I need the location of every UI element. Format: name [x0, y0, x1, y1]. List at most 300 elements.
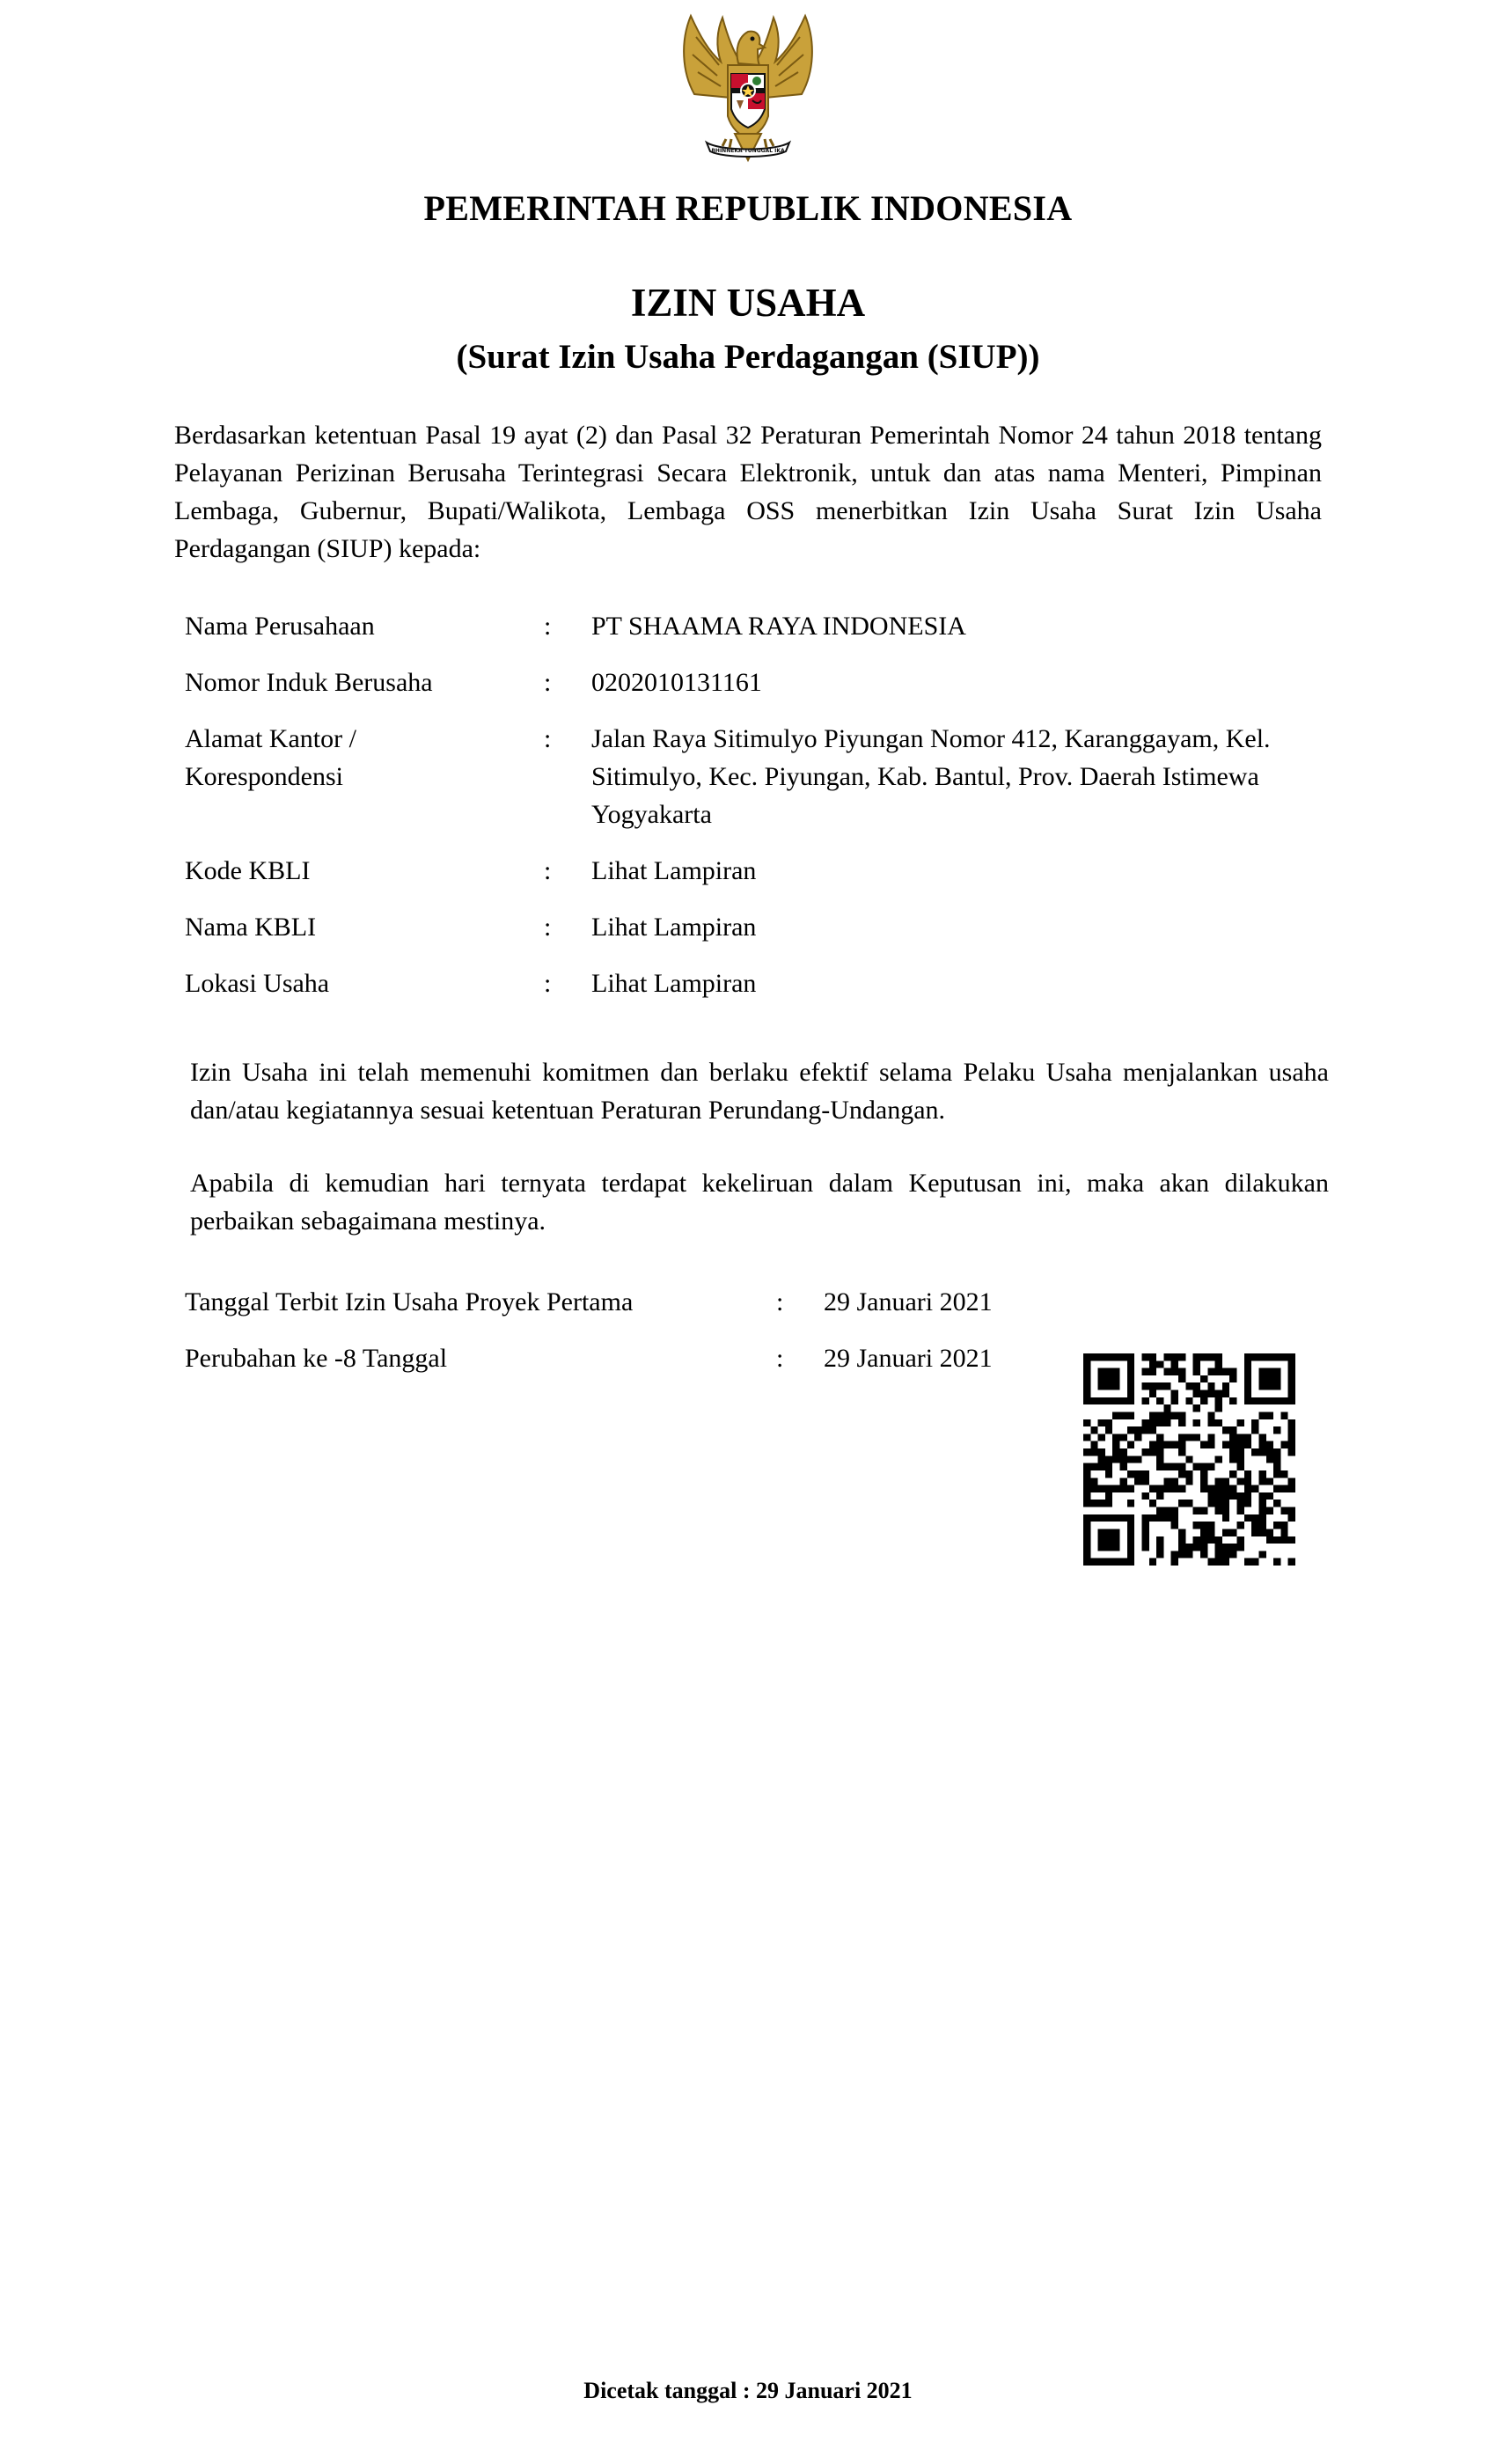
- first-issue-date-row: [185, 1283, 1065, 1321]
- qr-module: [1127, 1426, 1134, 1434]
- qr-module: [1098, 1500, 1105, 1507]
- qr-module: [1200, 1375, 1207, 1382]
- qr-module: [1105, 1529, 1112, 1536]
- qr-module: [1237, 1463, 1244, 1470]
- qr-module: [1178, 1463, 1185, 1470]
- qr-module: [1098, 1558, 1105, 1566]
- qr-module: [1222, 1390, 1229, 1397]
- qr-module: [1171, 1390, 1178, 1397]
- qr-module: [1149, 1514, 1156, 1522]
- qr-module: [1193, 1463, 1200, 1470]
- qr-module: [1112, 1412, 1119, 1419]
- qr-module: [1083, 1478, 1090, 1485]
- qr-module: [1229, 1375, 1236, 1382]
- qr-module: [1258, 1353, 1265, 1360]
- qr-module: [1193, 1419, 1200, 1426]
- document-title: IZIN USAHA: [630, 281, 866, 325]
- qr-module: [1171, 1507, 1178, 1514]
- qr-module: [1215, 1485, 1222, 1492]
- qr-module: [1266, 1441, 1273, 1448]
- qr-module: [1171, 1412, 1178, 1419]
- qr-module: [1105, 1492, 1112, 1500]
- qr-module: [1280, 1397, 1287, 1404]
- qr-module: [1258, 1470, 1265, 1478]
- qr-module: [1207, 1500, 1214, 1507]
- qr-module: [1098, 1536, 1105, 1544]
- qr-module: [1258, 1412, 1265, 1419]
- qr-module: [1083, 1353, 1090, 1360]
- qr-module: [1127, 1470, 1134, 1478]
- qr-module: [1193, 1360, 1200, 1368]
- qr-module: [1163, 1485, 1170, 1492]
- qr-module: [1171, 1463, 1178, 1470]
- issue-dates: [185, 1283, 1065, 1396]
- qr-module: [1207, 1368, 1214, 1375]
- qr-module: [1112, 1456, 1119, 1463]
- qr-module: [1127, 1390, 1134, 1397]
- qr-module: [1244, 1360, 1251, 1368]
- qr-module: [1083, 1463, 1090, 1470]
- qr-module: [1200, 1397, 1207, 1404]
- field-value: PT SHAAMA RAYA INDONESIA: [591, 612, 966, 641]
- qr-module: [1141, 1426, 1148, 1434]
- qr-module: [1258, 1529, 1265, 1536]
- date-label: Perubahan ke -8 Tanggal: [185, 1344, 448, 1373]
- qr-module: [1105, 1558, 1112, 1566]
- qr-module: [1273, 1470, 1280, 1478]
- qr-module: [1156, 1536, 1163, 1544]
- qr-module: [1207, 1353, 1214, 1360]
- qr-module: [1120, 1353, 1127, 1360]
- qr-module: [1083, 1485, 1090, 1492]
- qr-module: [1090, 1478, 1097, 1485]
- qr-module: [1215, 1353, 1222, 1360]
- qr-module: [1207, 1390, 1214, 1397]
- qr-module: [1273, 1448, 1280, 1456]
- qr-module: [1171, 1514, 1178, 1522]
- qr-module: [1163, 1368, 1170, 1375]
- qr-module: [1288, 1478, 1295, 1485]
- qr-module: [1178, 1441, 1185, 1448]
- qr-module: [1120, 1456, 1127, 1463]
- field-company-name: [185, 607, 1329, 645]
- qr-module: [1215, 1536, 1222, 1544]
- qr-module: [1185, 1551, 1192, 1558]
- qr-module: [1156, 1544, 1163, 1551]
- qr-module: [1083, 1375, 1090, 1382]
- qr-module: [1083, 1448, 1090, 1456]
- qr-module: [1222, 1441, 1229, 1448]
- qr-module: [1141, 1353, 1148, 1360]
- field-separator: :: [544, 969, 552, 998]
- qr-module: [1090, 1397, 1097, 1404]
- qr-module: [1237, 1492, 1244, 1500]
- qr-module: [1149, 1485, 1156, 1492]
- qr-module: [1244, 1500, 1251, 1507]
- qr-module: [1193, 1536, 1200, 1544]
- qr-module: [1178, 1419, 1185, 1426]
- qr-module: [1215, 1478, 1222, 1485]
- qr-module: [1266, 1368, 1273, 1375]
- field-label: Nomor Induk Berusaha: [185, 668, 433, 697]
- qr-module: [1171, 1397, 1178, 1404]
- qr-module: [1149, 1360, 1156, 1368]
- qr-module: [1244, 1434, 1251, 1441]
- qr-module: [1266, 1448, 1273, 1456]
- qr-module: [1266, 1397, 1273, 1404]
- qr-module: [1266, 1529, 1273, 1536]
- qr-module: [1244, 1390, 1251, 1397]
- qr-module: [1105, 1500, 1112, 1507]
- qr-module: [1149, 1412, 1156, 1419]
- qr-module: [1258, 1492, 1265, 1500]
- qr-module: [1178, 1529, 1185, 1536]
- qr-module: [1207, 1434, 1214, 1441]
- qr-module: [1163, 1514, 1170, 1522]
- qr-module: [1273, 1382, 1280, 1390]
- qr-module: [1178, 1412, 1185, 1419]
- qr-module: [1120, 1558, 1127, 1566]
- qr-module: [1215, 1544, 1222, 1551]
- qr-module: [1229, 1434, 1236, 1441]
- qr-module: [1105, 1397, 1112, 1404]
- qr-module: [1112, 1441, 1119, 1448]
- qr-module: [1229, 1492, 1236, 1500]
- qr-module: [1083, 1529, 1090, 1536]
- qr-module: [1141, 1448, 1148, 1456]
- qr-module: [1127, 1536, 1134, 1544]
- qr-module: [1083, 1536, 1090, 1544]
- intro-paragraph: Berdasarkan ketentuan Pasal 19 ayat (2) dan Pasal 32 Peraturan Pemerintah Nomor 24 tahun 2018 tentang Pelayanan Perizinan Berusaha Terintegrasi Secara Elektronik, untuk dan atas nama Menteri, Pimpinan Lembaga, Gubernur, Bupati/Walikota, Lembaga OSS menerbitkan Izin Usaha Surat Izin Usaha Perdagangan (SIUP) kepada:: [174, 421, 1322, 563]
- qr-module: [1237, 1441, 1244, 1448]
- qr-module: [1258, 1448, 1265, 1456]
- field-value: Lihat Lampiran: [591, 969, 757, 998]
- qr-module: [1266, 1536, 1273, 1544]
- qr-module: [1083, 1492, 1090, 1500]
- field-value: Lihat Lampiran: [591, 856, 757, 885]
- qr-module: [1280, 1441, 1287, 1448]
- qr-module: [1083, 1500, 1090, 1507]
- qr-module: [1149, 1368, 1156, 1375]
- field-separator: :: [544, 612, 552, 641]
- qr-module: [1280, 1485, 1287, 1492]
- field-label: Kode KBLI: [185, 856, 311, 885]
- qr-module: [1083, 1397, 1090, 1404]
- qr-module: [1127, 1551, 1134, 1558]
- qr-module: [1178, 1353, 1185, 1360]
- qr-module: [1215, 1419, 1222, 1426]
- qr-module: [1200, 1536, 1207, 1544]
- qr-module: [1244, 1375, 1251, 1382]
- qr-module: [1251, 1448, 1258, 1456]
- qr-module: [1149, 1382, 1156, 1390]
- field-business-id: [185, 664, 1329, 701]
- field-kbli-name: [185, 908, 1329, 946]
- qr-module: [1105, 1353, 1112, 1360]
- qr-module: [1288, 1353, 1295, 1360]
- qr-module: [1178, 1500, 1185, 1507]
- qr-module: [1141, 1536, 1148, 1544]
- qr-module: [1120, 1448, 1127, 1456]
- qr-module: [1207, 1463, 1214, 1470]
- qr-module: [1193, 1368, 1200, 1375]
- qr-module: [1156, 1419, 1163, 1426]
- qr-module: [1273, 1522, 1280, 1529]
- qr-module: [1156, 1448, 1163, 1456]
- qr-module: [1127, 1360, 1134, 1368]
- qr-module: [1266, 1507, 1273, 1514]
- qr-module: [1083, 1558, 1090, 1566]
- qr-module: [1193, 1507, 1200, 1514]
- qr-module: [1141, 1397, 1148, 1404]
- qr-module: [1251, 1485, 1258, 1492]
- qr-module: [1280, 1470, 1287, 1478]
- qr-module: [1273, 1558, 1280, 1566]
- qr-module: [1200, 1470, 1207, 1478]
- qr-module: [1207, 1382, 1214, 1390]
- qr-module: [1156, 1492, 1163, 1500]
- qr-module: [1141, 1522, 1148, 1529]
- qr-module: [1288, 1426, 1295, 1434]
- qr-module: [1134, 1456, 1141, 1463]
- qr-module: [1207, 1529, 1214, 1536]
- qr-module: [1083, 1368, 1090, 1375]
- qr-module: [1178, 1375, 1185, 1382]
- qr-module: [1273, 1536, 1280, 1544]
- qr-module: [1251, 1353, 1258, 1360]
- government-title: PEMERINTAH REPUBLIK INDONESIA: [423, 188, 1073, 228]
- qr-module: [1141, 1470, 1148, 1478]
- qr-module: [1288, 1507, 1295, 1514]
- qr-module: [1171, 1558, 1178, 1566]
- qr-module: [1258, 1382, 1265, 1390]
- qr-module: [1127, 1544, 1134, 1551]
- qr-module: [1280, 1353, 1287, 1360]
- qr-module: [1229, 1529, 1236, 1536]
- qr-module: [1171, 1360, 1178, 1368]
- qr-module: [1266, 1478, 1273, 1485]
- qr-code-icon: [1083, 1353, 1295, 1566]
- qr-module: [1200, 1551, 1207, 1558]
- qr-module: [1266, 1412, 1273, 1419]
- qr-module: [1112, 1397, 1119, 1404]
- qr-module: [1134, 1434, 1141, 1441]
- qr-module: [1105, 1536, 1112, 1544]
- qr-module: [1112, 1529, 1119, 1536]
- qr-module: [1098, 1529, 1105, 1536]
- qr-module: [1083, 1434, 1090, 1441]
- qr-module: [1200, 1529, 1207, 1536]
- qr-module: [1112, 1448, 1119, 1456]
- qr-module: [1127, 1500, 1134, 1507]
- qr-module: [1178, 1470, 1185, 1478]
- qr-module: [1207, 1558, 1214, 1566]
- qr-module: [1141, 1544, 1148, 1551]
- qr-module: [1244, 1368, 1251, 1375]
- qr-module: [1163, 1382, 1170, 1390]
- qr-module: [1244, 1353, 1251, 1360]
- qr-module: [1105, 1419, 1112, 1426]
- qr-module: [1215, 1360, 1222, 1368]
- qr-module: [1141, 1492, 1148, 1500]
- qr-module: [1258, 1441, 1265, 1448]
- qr-module: [1273, 1485, 1280, 1492]
- qr-module: [1215, 1500, 1222, 1507]
- qr-module: [1273, 1353, 1280, 1360]
- qr-module: [1127, 1368, 1134, 1375]
- print-date-footer: Dicetak tanggal : 29 Januari 2021: [583, 2378, 913, 2403]
- qr-module: [1112, 1434, 1119, 1441]
- qr-module: [1207, 1485, 1214, 1492]
- qr-module: [1237, 1434, 1244, 1441]
- qr-module: [1273, 1368, 1280, 1375]
- qr-module: [1149, 1441, 1156, 1448]
- qr-module: [1200, 1463, 1207, 1470]
- qr-module: [1193, 1522, 1200, 1529]
- qr-module: [1237, 1544, 1244, 1551]
- qr-module: [1244, 1514, 1251, 1522]
- qr-module: [1193, 1434, 1200, 1441]
- qr-module: [1222, 1558, 1229, 1566]
- qr-module: [1244, 1478, 1251, 1485]
- field-kbli-code: [185, 852, 1329, 890]
- qr-module: [1229, 1368, 1236, 1375]
- qr-module: [1193, 1382, 1200, 1390]
- qr-module: [1200, 1353, 1207, 1360]
- qr-module: [1090, 1500, 1097, 1507]
- qr-module: [1237, 1500, 1244, 1507]
- qr-module: [1120, 1412, 1127, 1419]
- qr-module: [1185, 1434, 1192, 1441]
- qr-module: [1105, 1544, 1112, 1551]
- qr-module: [1083, 1470, 1090, 1478]
- qr-module: [1258, 1507, 1265, 1514]
- qr-module: [1156, 1397, 1163, 1404]
- qr-module: [1229, 1456, 1236, 1463]
- qr-module: [1149, 1419, 1156, 1426]
- qr-module: [1185, 1544, 1192, 1551]
- qr-module: [1222, 1507, 1229, 1514]
- qr-module: [1193, 1544, 1200, 1551]
- qr-module: [1237, 1507, 1244, 1514]
- qr-module: [1083, 1419, 1090, 1426]
- qr-module: [1141, 1478, 1148, 1485]
- qr-module: [1251, 1397, 1258, 1404]
- qr-module: [1098, 1456, 1105, 1463]
- qr-module: [1222, 1492, 1229, 1500]
- qr-module: [1288, 1558, 1295, 1566]
- qr-module: [1193, 1390, 1200, 1397]
- qr-module: [1215, 1492, 1222, 1500]
- qr-module: [1200, 1390, 1207, 1397]
- qr-module: [1163, 1463, 1170, 1470]
- qr-module: [1200, 1544, 1207, 1551]
- qr-module: [1207, 1441, 1214, 1448]
- qr-module: [1251, 1522, 1258, 1529]
- qr-module: [1090, 1485, 1097, 1492]
- qr-module: [1229, 1441, 1236, 1448]
- qr-module: [1163, 1412, 1170, 1419]
- qr-module: [1127, 1382, 1134, 1390]
- qr-module: [1222, 1485, 1229, 1492]
- qr-module: [1207, 1536, 1214, 1544]
- qr-module: [1105, 1368, 1112, 1375]
- qr-module: [1237, 1419, 1244, 1426]
- qr-module: [1127, 1412, 1134, 1419]
- qr-module: [1178, 1485, 1185, 1492]
- qr-module: [1156, 1434, 1163, 1441]
- qr-module: [1280, 1522, 1287, 1529]
- qr-module: [1288, 1375, 1295, 1382]
- qr-module: [1105, 1470, 1112, 1478]
- qr-module: [1163, 1353, 1170, 1360]
- qr-module: [1156, 1485, 1163, 1492]
- qr-module: [1258, 1500, 1265, 1507]
- qr-module: [1156, 1514, 1163, 1522]
- qr-module: [1083, 1544, 1090, 1551]
- qr-module: [1237, 1522, 1244, 1529]
- qr-module: [1090, 1441, 1097, 1448]
- qr-module: [1207, 1522, 1214, 1529]
- qr-module: [1105, 1514, 1112, 1522]
- qr-module: [1127, 1485, 1134, 1492]
- qr-module: [1215, 1390, 1222, 1397]
- qr-module: [1266, 1353, 1273, 1360]
- qr-module: [1105, 1375, 1112, 1382]
- qr-module: [1215, 1551, 1222, 1558]
- qr-module: [1112, 1514, 1119, 1522]
- qr-module: [1266, 1375, 1273, 1382]
- garuda-emblem-icon: [677, 11, 819, 169]
- qr-module: [1163, 1507, 1170, 1514]
- qr-module: [1178, 1544, 1185, 1551]
- qr-module: [1200, 1485, 1207, 1492]
- qr-module: [1237, 1536, 1244, 1544]
- qr-module: [1156, 1441, 1163, 1448]
- qr-module: [1098, 1434, 1105, 1441]
- qr-module: [1090, 1448, 1097, 1456]
- qr-module: [1163, 1478, 1170, 1485]
- qr-module: [1229, 1551, 1236, 1558]
- qr-module: [1258, 1375, 1265, 1382]
- qr-module: [1185, 1382, 1192, 1390]
- field-value: 0202010131161: [591, 668, 762, 697]
- qr-module: [1149, 1558, 1156, 1566]
- qr-module: [1244, 1558, 1251, 1566]
- qr-module: [1163, 1404, 1170, 1412]
- qr-module: [1127, 1353, 1134, 1360]
- qr-module: [1258, 1397, 1265, 1404]
- qr-module: [1120, 1434, 1127, 1441]
- field-separator: :: [544, 913, 552, 942]
- qr-module: [1288, 1419, 1295, 1426]
- validity-paragraph: Izin Usaha ini telah memenuhi komitmen dan berlaku efektif selama Pelaku Usaha menjalankan usaha dan/atau kegiatannya sesuai ketentuan Peraturan Perundang-Undangan.: [190, 1058, 1329, 1125]
- qr-module: [1266, 1456, 1273, 1463]
- qr-module: [1185, 1456, 1192, 1463]
- qr-module: [1098, 1514, 1105, 1522]
- field-label: Nama Perusahaan: [185, 612, 375, 641]
- qr-module: [1112, 1375, 1119, 1382]
- qr-module: [1090, 1353, 1097, 1360]
- qr-module: [1258, 1514, 1265, 1522]
- qr-module: [1288, 1390, 1295, 1397]
- qr-module: [1120, 1397, 1127, 1404]
- qr-module: [1105, 1426, 1112, 1434]
- qr-module: [1112, 1544, 1119, 1551]
- qr-module: [1127, 1375, 1134, 1382]
- qr-module: [1258, 1522, 1265, 1529]
- qr-module: [1098, 1368, 1105, 1375]
